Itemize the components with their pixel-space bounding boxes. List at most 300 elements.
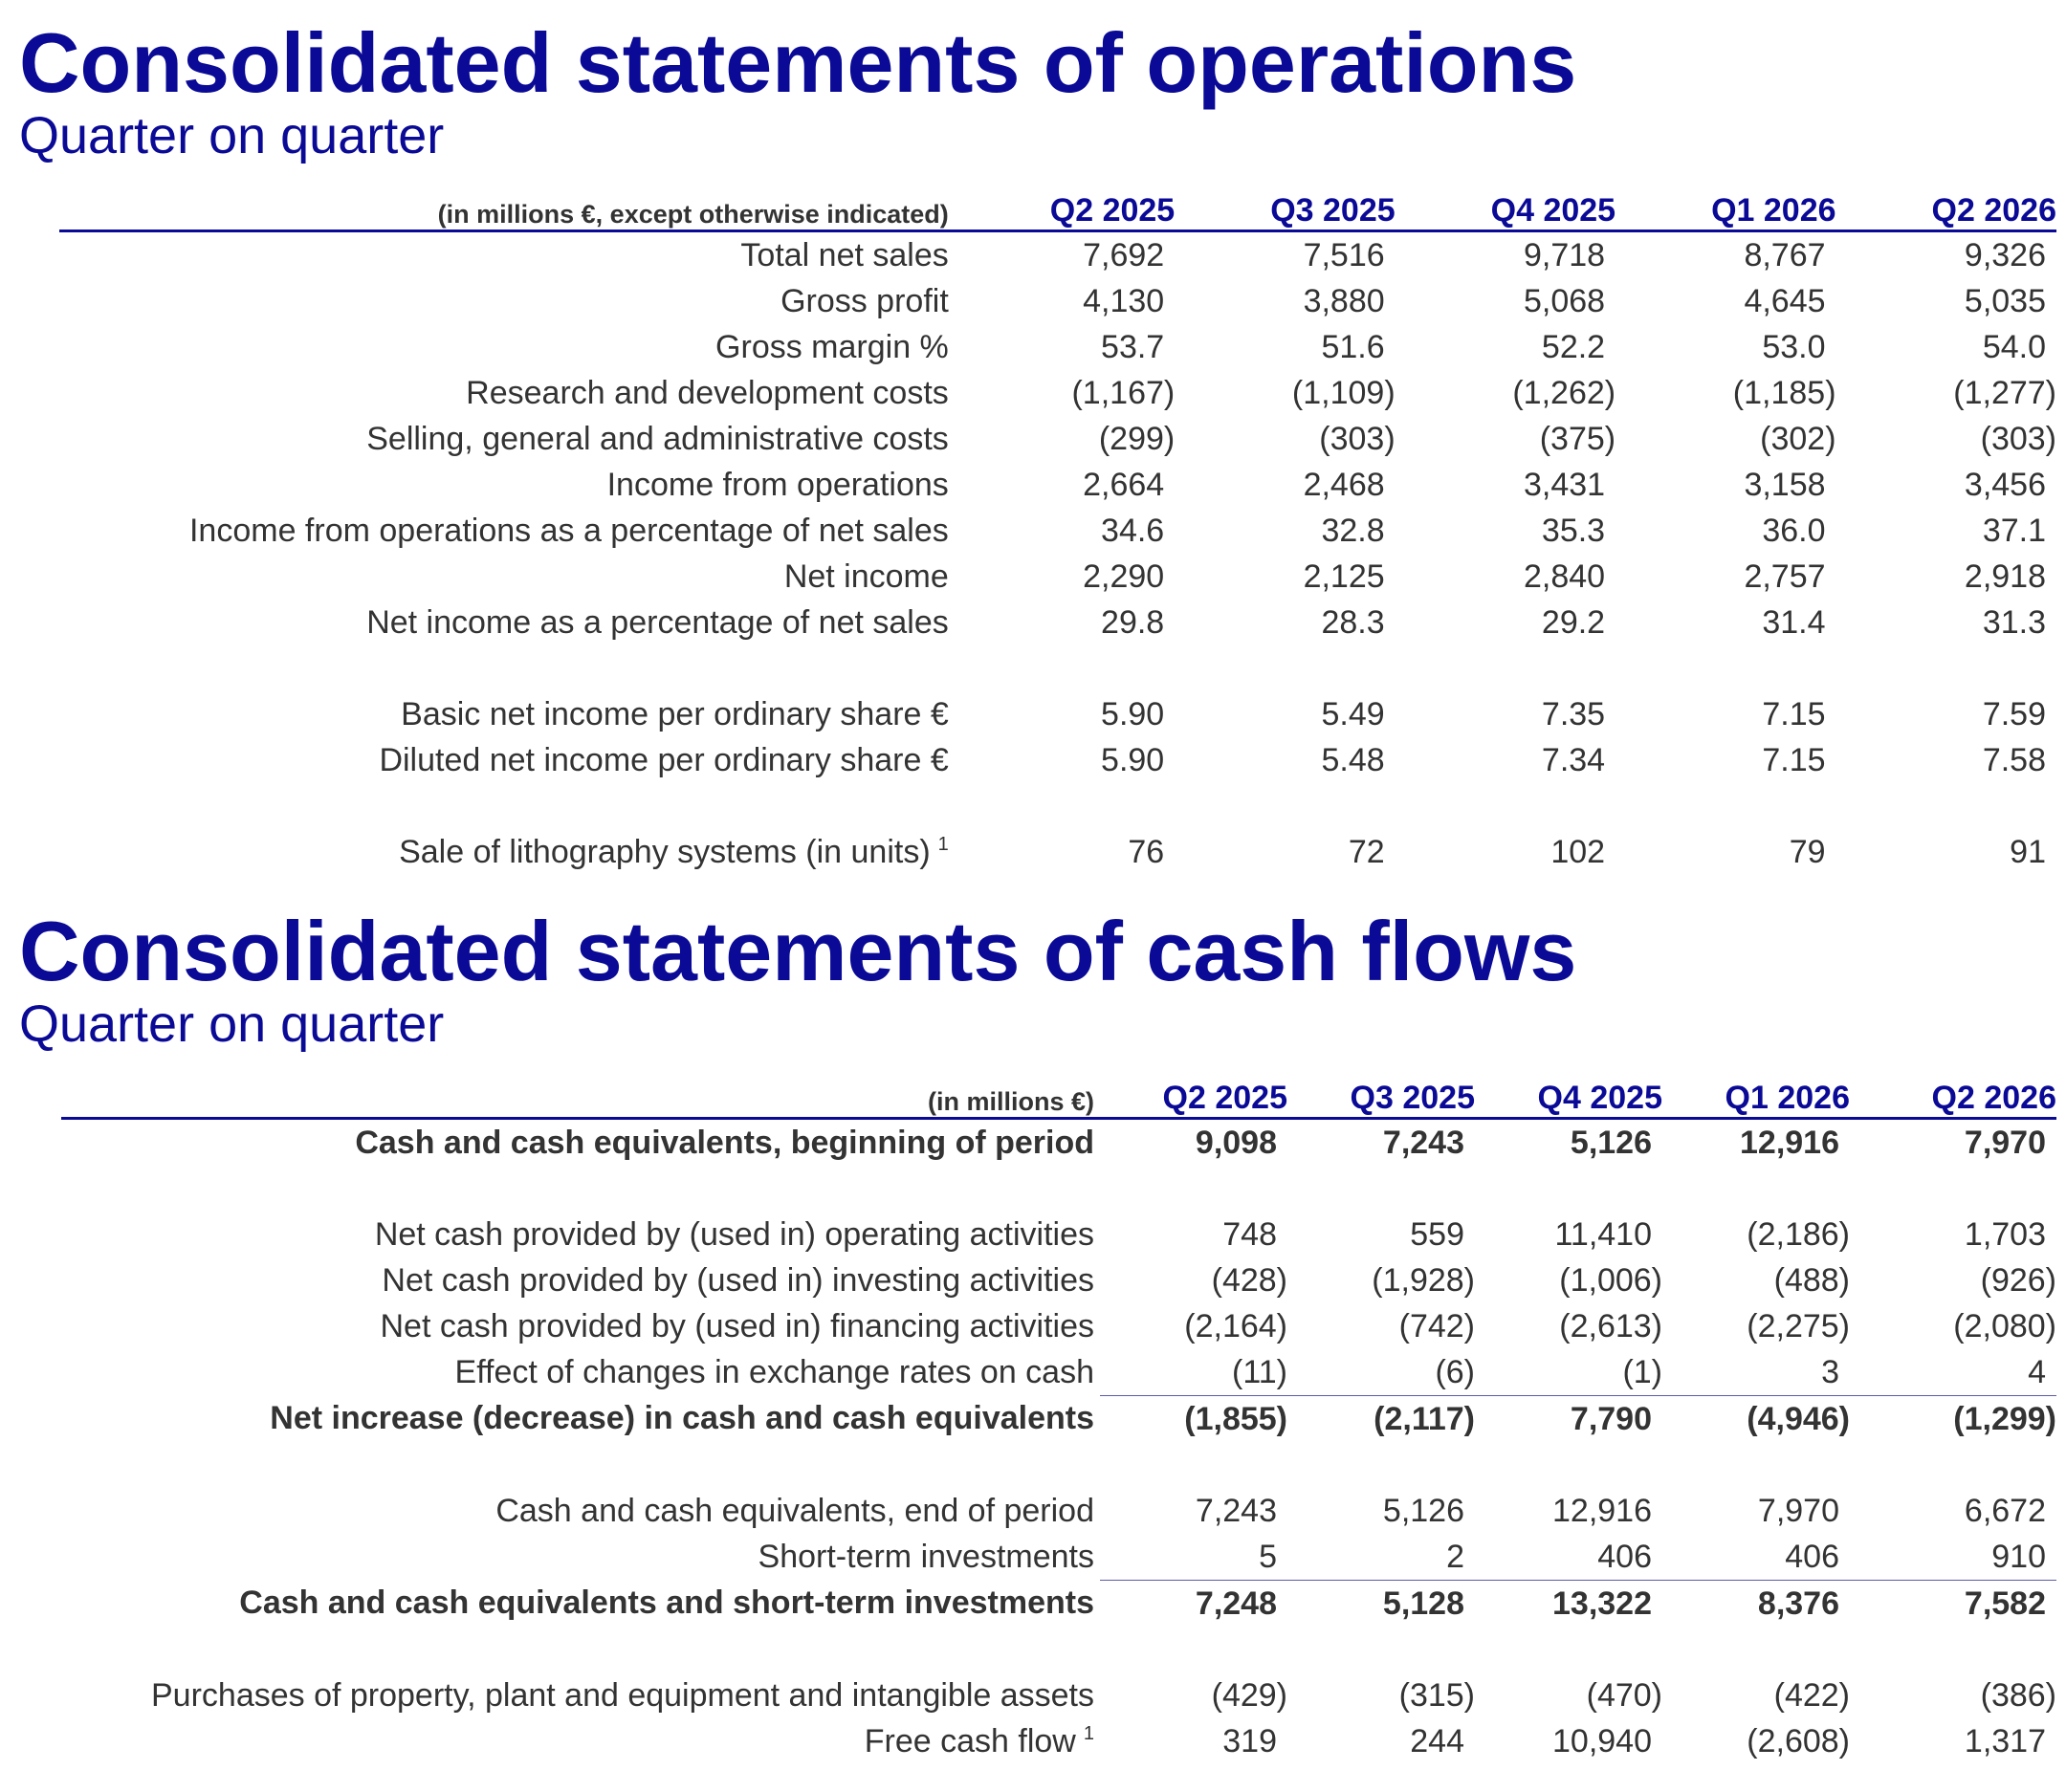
cell-value xyxy=(1836,737,2056,783)
cell-value-text: 406 xyxy=(1597,1538,1652,1575)
cell-value-text: 7,243 xyxy=(1195,1492,1277,1529)
cell-value xyxy=(1662,1349,1850,1396)
cell-value-text: 406 xyxy=(1785,1538,1839,1575)
table-row xyxy=(59,416,2056,462)
cell-value-text: (1,167) xyxy=(1071,374,1176,411)
cell-value-text: (299) xyxy=(1098,420,1176,457)
operations-subtitle: Quarter on quarter xyxy=(19,107,445,164)
cell-value xyxy=(1100,1303,1287,1349)
cell-value-text: (386) xyxy=(1980,1676,2056,1714)
cell-value xyxy=(1662,1212,1850,1257)
cell-value xyxy=(1287,1534,1475,1581)
cell-value xyxy=(1850,1534,2056,1581)
cash-flows-header-row xyxy=(61,1071,2056,1119)
spacer-row xyxy=(61,1166,2056,1212)
row-label xyxy=(61,1303,1100,1349)
row-label xyxy=(61,1534,1100,1581)
table-row xyxy=(61,1581,2056,1628)
cell-value-text: (1,262) xyxy=(1512,374,1616,411)
cell-value-text: 2,290 xyxy=(1083,557,1165,595)
cell-value xyxy=(1836,231,2056,279)
row-label-text: Cash and cash equivalents, beginning of period xyxy=(355,1124,1094,1161)
cell-value xyxy=(1475,1581,1662,1628)
row-label xyxy=(59,691,955,737)
cell-value xyxy=(1175,370,1395,416)
cell-value xyxy=(1615,278,1835,324)
cell-value xyxy=(1396,324,1615,370)
cell-value xyxy=(1175,691,1395,737)
cell-value-text: 34.6 xyxy=(1101,512,1165,549)
cell-value-text: 53.7 xyxy=(1101,328,1165,365)
row-label-text: Income from operations as a percentage of net sales xyxy=(188,512,949,549)
cell-value xyxy=(1287,1212,1475,1257)
cell-value xyxy=(1100,1349,1287,1396)
row-label-text: Net cash provided by (used in) investing activities xyxy=(382,1261,1094,1299)
cell-value xyxy=(1175,462,1395,508)
cell-value xyxy=(1396,691,1615,737)
row-label-text: Net cash provided by (used in) operating activities xyxy=(374,1215,1094,1253)
cell-value-text: (428) xyxy=(1211,1261,1287,1299)
cell-value-text: 3,456 xyxy=(1964,466,2046,503)
cell-value-text: 11,410 xyxy=(1554,1215,1652,1253)
spacer-row xyxy=(61,1442,2056,1488)
row-label-text: Total net sales xyxy=(740,236,949,273)
cell-value-text: 29.8 xyxy=(1101,603,1165,641)
cell-value xyxy=(1287,1672,1475,1718)
cell-value-text: 7.35 xyxy=(1541,695,1606,732)
cell-value xyxy=(1175,829,1395,875)
cell-value xyxy=(955,231,1175,279)
cell-value xyxy=(1475,1119,1662,1167)
cell-value-text: 559 xyxy=(1410,1215,1464,1253)
cell-value xyxy=(1175,600,1395,645)
cell-value xyxy=(1850,1718,2056,1764)
cell-value xyxy=(1287,1581,1475,1628)
cell-value xyxy=(1100,1212,1287,1257)
cell-value xyxy=(955,737,1175,783)
cell-value xyxy=(1396,600,1615,645)
cell-value-text: 7,582 xyxy=(1964,1584,2046,1622)
row-label-text: Cash and cash equivalents, end of period xyxy=(495,1492,1094,1529)
row-label-text: Short-term investments xyxy=(758,1538,1094,1575)
cell-value-text: 2,125 xyxy=(1303,557,1385,595)
table-row xyxy=(61,1396,2056,1443)
operations-table xyxy=(59,184,2056,875)
cell-value xyxy=(1475,1349,1662,1396)
cell-value xyxy=(1850,1672,2056,1718)
cell-value-text: 4 xyxy=(2028,1353,2046,1390)
row-label xyxy=(59,416,955,462)
spacer-row xyxy=(61,1627,2056,1672)
cell-value xyxy=(1836,370,2056,416)
cell-value-text: 37.1 xyxy=(1982,512,2046,549)
operations-column-header: Q2 2026 xyxy=(1836,184,2056,231)
table-row xyxy=(61,1349,2056,1396)
cell-value-text: 31.3 xyxy=(1982,603,2046,641)
cell-value-text: 7,790 xyxy=(1570,1400,1652,1437)
row-label xyxy=(59,737,955,783)
cell-value-text: 7,970 xyxy=(1757,1492,1839,1529)
cell-value xyxy=(1836,554,2056,600)
row-label xyxy=(61,1488,1100,1534)
cell-value-text: 4,645 xyxy=(1744,282,1826,319)
cell-value-text: (4,946) xyxy=(1747,1400,1850,1437)
operations-column-header: Q2 2025 xyxy=(955,184,1175,231)
row-label-text: Diluted net income per ordinary share € xyxy=(379,741,949,778)
cell-value xyxy=(1615,462,1835,508)
cell-value xyxy=(1615,416,1835,462)
cell-value-text: 7,692 xyxy=(1083,236,1165,273)
cell-value-text: (1,928) xyxy=(1372,1261,1475,1299)
cell-value-text: 5.90 xyxy=(1101,695,1165,732)
row-label xyxy=(59,462,955,508)
cell-value xyxy=(955,370,1175,416)
cell-value-text: (1,855) xyxy=(1184,1400,1287,1437)
cell-value xyxy=(955,462,1175,508)
cell-value-text: (429) xyxy=(1211,1676,1287,1714)
row-label-text: Net cash provided by (used in) financing activities xyxy=(380,1307,1094,1344)
cell-value-text: 1,703 xyxy=(1964,1215,2046,1253)
table-row xyxy=(61,1303,2056,1349)
cell-value-text: (1,109) xyxy=(1291,374,1396,411)
cell-value xyxy=(1475,1718,1662,1764)
cell-value-text: 1,317 xyxy=(1964,1722,2046,1759)
cell-value-text: 72 xyxy=(1348,833,1385,870)
cell-value xyxy=(1662,1119,1850,1167)
cash-flows-column-header: Q1 2026 xyxy=(1662,1071,1850,1119)
cell-value xyxy=(1396,554,1615,600)
cell-value-text: 79 xyxy=(1789,833,1826,870)
cell-value xyxy=(1615,554,1835,600)
table-row xyxy=(59,324,2056,370)
cell-value xyxy=(1100,1257,1287,1303)
row-label-text: Sale of lithography systems (in units) xyxy=(399,833,931,870)
cell-value-text: (11) xyxy=(1232,1353,1287,1390)
cell-value-text: 5.90 xyxy=(1101,741,1165,778)
cell-value-text: 2,757 xyxy=(1744,557,1826,595)
cell-value xyxy=(1175,231,1395,279)
cell-value-text: 9,718 xyxy=(1524,236,1606,273)
cell-value-text: 9,098 xyxy=(1195,1124,1277,1161)
cell-value xyxy=(1836,600,2056,645)
operations-column-header: Q1 2026 xyxy=(1615,184,1835,231)
cell-value-text: 102 xyxy=(1550,833,1606,870)
row-label xyxy=(59,554,955,600)
cell-value-text: 7,970 xyxy=(1964,1124,2046,1161)
cell-value xyxy=(1396,462,1615,508)
cell-value xyxy=(1850,1396,2056,1443)
cell-value xyxy=(1662,1257,1850,1303)
cell-value xyxy=(955,508,1175,554)
cell-value-text: 5 xyxy=(1259,1538,1277,1575)
cell-value xyxy=(1287,1718,1475,1764)
cell-value xyxy=(1850,1488,2056,1534)
cell-value-text: 29.2 xyxy=(1541,603,1606,641)
table-row xyxy=(59,554,2056,600)
cash-flows-column-header: Q3 2025 xyxy=(1287,1071,1475,1119)
row-label xyxy=(59,370,955,416)
cell-value xyxy=(1287,1119,1475,1167)
cell-value-text: 91 xyxy=(2010,833,2046,870)
row-label xyxy=(59,231,955,279)
row-label-text: Effect of changes in exchange rates on cash xyxy=(454,1353,1094,1390)
footnote-marker: 1 xyxy=(937,834,949,856)
cell-value xyxy=(1662,1534,1850,1581)
cell-value xyxy=(1287,1396,1475,1443)
row-label xyxy=(59,508,955,554)
cell-value-text: 910 xyxy=(1991,1538,2046,1575)
cell-value-text: (2,080) xyxy=(1953,1307,2056,1344)
spacer-row xyxy=(59,783,2056,829)
cell-value xyxy=(1850,1257,2056,1303)
cell-value-text: 51.6 xyxy=(1321,328,1385,365)
row-label-text: Research and development costs xyxy=(466,374,949,411)
cell-value xyxy=(1396,370,1615,416)
cell-value-text: 3,880 xyxy=(1303,282,1385,319)
row-label xyxy=(59,600,955,645)
cell-value-text: 52.2 xyxy=(1541,328,1606,365)
cell-value-text: (1) xyxy=(1622,1353,1662,1390)
row-label xyxy=(59,324,955,370)
cell-value-text: (302) xyxy=(1760,420,1836,457)
cell-value xyxy=(1850,1212,2056,1257)
cell-value xyxy=(1662,1672,1850,1718)
cash-flows-column-header: Q4 2025 xyxy=(1475,1071,1662,1119)
cell-value xyxy=(1100,1672,1287,1718)
cell-value xyxy=(1836,462,2056,508)
cell-value xyxy=(1836,324,2056,370)
cell-value-text: (488) xyxy=(1773,1261,1850,1299)
cash-flows-column-header: Q2 2026 xyxy=(1850,1071,2056,1119)
row-label xyxy=(61,1257,1100,1303)
cell-value xyxy=(1850,1349,2056,1396)
cell-value xyxy=(1287,1257,1475,1303)
cell-value-text: 5,128 xyxy=(1382,1584,1464,1622)
cell-value xyxy=(1662,1581,1850,1628)
row-label-text: Net income as a percentage of net sales xyxy=(366,603,949,641)
cell-value xyxy=(1836,691,2056,737)
cell-value xyxy=(1287,1488,1475,1534)
cell-value xyxy=(1850,1119,2056,1167)
cell-value-text: (470) xyxy=(1586,1676,1662,1714)
cell-value xyxy=(1396,278,1615,324)
cell-value-text: 13,322 xyxy=(1552,1584,1652,1622)
operations-unit-label: (in millions €, except otherwise indicated) xyxy=(59,184,955,231)
cell-value-text: (1,006) xyxy=(1559,1261,1662,1299)
cell-value xyxy=(1662,1396,1850,1443)
cell-value xyxy=(1836,416,2056,462)
cell-value xyxy=(1475,1396,1662,1443)
cash-flows-column-header: Q2 2025 xyxy=(1100,1071,1287,1119)
cash-flows-table xyxy=(61,1071,2056,1764)
table-row xyxy=(59,278,2056,324)
cell-value-text: (1,185) xyxy=(1732,374,1836,411)
cell-value xyxy=(1475,1257,1662,1303)
cell-value-text: 2,468 xyxy=(1303,466,1385,503)
row-label xyxy=(59,829,955,875)
cell-value-text: 8,376 xyxy=(1757,1584,1839,1622)
cell-value xyxy=(1475,1672,1662,1718)
cell-value xyxy=(1396,416,1615,462)
cell-value xyxy=(1287,1303,1475,1349)
row-label xyxy=(61,1672,1100,1718)
cell-value xyxy=(1396,737,1615,783)
cell-value xyxy=(955,554,1175,600)
cell-value-text: (422) xyxy=(1773,1676,1850,1714)
cell-value-text: 54.0 xyxy=(1982,328,2046,365)
cell-value-text: (742) xyxy=(1398,1307,1475,1344)
footnote-marker: 1 xyxy=(1083,1723,1094,1745)
cell-value-text: 5.49 xyxy=(1321,695,1385,732)
operations-table-body xyxy=(59,231,2056,876)
row-label-text: Income from operations xyxy=(606,466,949,503)
cash-flows-subtitle: Quarter on quarter xyxy=(19,995,445,1053)
table-row xyxy=(61,1119,2056,1167)
cell-value xyxy=(1615,324,1835,370)
cell-value-text: 7,243 xyxy=(1382,1124,1464,1161)
row-label-text: Selling, general and administrative costs xyxy=(366,420,949,457)
row-label-text: Basic net income per ordinary share € xyxy=(401,695,949,732)
cell-value xyxy=(955,324,1175,370)
row-label xyxy=(61,1581,1100,1628)
cell-value-text: (2,608) xyxy=(1747,1722,1850,1759)
cell-value-text: (315) xyxy=(1398,1676,1475,1714)
cell-value xyxy=(1836,508,2056,554)
cash-flows-unit-label: (in millions €) xyxy=(61,1071,1100,1119)
table-row xyxy=(59,829,2056,875)
cell-value xyxy=(1615,829,1835,875)
cell-value xyxy=(955,416,1175,462)
table-row xyxy=(61,1534,2056,1581)
table-row xyxy=(61,1718,2056,1764)
cell-value xyxy=(1396,829,1615,875)
cell-value-text: (1,277) xyxy=(1953,374,2056,411)
cell-value-text: (2,117) xyxy=(1374,1400,1475,1437)
cell-value-text: 7,516 xyxy=(1303,236,1385,273)
table-row xyxy=(61,1212,2056,1257)
cell-value xyxy=(1175,508,1395,554)
cell-value xyxy=(1100,1534,1287,1581)
cell-value-text: 3,158 xyxy=(1744,466,1826,503)
cell-value-text: 5,035 xyxy=(1964,282,2046,319)
row-label-text: Net income xyxy=(783,557,949,595)
cell-value-text: (303) xyxy=(1319,420,1396,457)
cell-value-text: (6) xyxy=(1435,1353,1475,1390)
cell-value-text: 5,068 xyxy=(1524,282,1606,319)
operations-header-row xyxy=(59,184,2056,231)
cell-value xyxy=(1850,1581,2056,1628)
table-row xyxy=(59,600,2056,645)
cell-value xyxy=(1100,1119,1287,1167)
cell-value-text: (1,299) xyxy=(1953,1400,2056,1437)
cell-value-text: 8,767 xyxy=(1744,236,1826,273)
cell-value-text: 6,672 xyxy=(1964,1492,2046,1529)
row-label-text: Cash and cash equivalents and short-term investments xyxy=(239,1584,1094,1622)
cell-value-text: (375) xyxy=(1539,420,1616,457)
table-row xyxy=(59,370,2056,416)
cell-value-text: 28.3 xyxy=(1321,603,1385,641)
cell-value xyxy=(1475,1534,1662,1581)
cell-value xyxy=(955,278,1175,324)
operations-column-header: Q4 2025 xyxy=(1396,184,1615,231)
cell-value-text: 4,130 xyxy=(1083,282,1165,319)
cell-value-text: 7.34 xyxy=(1541,741,1606,778)
row-label-text: Free cash flow xyxy=(864,1722,1076,1759)
cell-value xyxy=(1662,1303,1850,1349)
cell-value-text: 7.15 xyxy=(1762,695,1826,732)
cell-value xyxy=(1475,1488,1662,1534)
table-row xyxy=(59,737,2056,783)
cell-value xyxy=(1175,554,1395,600)
row-label xyxy=(61,1212,1100,1257)
cell-value xyxy=(1175,737,1395,783)
cell-value-text: 7.59 xyxy=(1982,695,2046,732)
cell-value xyxy=(955,600,1175,645)
cell-value-text: 9,326 xyxy=(1964,236,2046,273)
cell-value-text: 3 xyxy=(1821,1353,1839,1390)
cash-flows-table-body xyxy=(61,1119,2056,1765)
cell-value xyxy=(1100,1581,1287,1628)
cell-value xyxy=(1615,691,1835,737)
cell-value-text: 31.4 xyxy=(1762,603,1826,641)
cell-value-text: 7,248 xyxy=(1195,1584,1277,1622)
cell-value-text: 5.48 xyxy=(1321,741,1385,778)
cell-value-text: 7.15 xyxy=(1762,741,1826,778)
cell-value-text: 2,918 xyxy=(1964,557,2046,595)
cell-value-text: (303) xyxy=(1980,420,2056,457)
row-label xyxy=(61,1119,1100,1167)
cell-value-text: 12,916 xyxy=(1740,1124,1839,1161)
table-row xyxy=(59,462,2056,508)
row-label xyxy=(61,1718,1100,1764)
cell-value-text: 76 xyxy=(1128,833,1165,870)
cell-value xyxy=(1615,231,1835,279)
cell-value-text: 5,126 xyxy=(1382,1492,1464,1529)
cell-value xyxy=(1836,829,2056,875)
cell-value-text: (2,164) xyxy=(1184,1307,1287,1344)
row-label xyxy=(61,1349,1100,1396)
cell-value-text: (2,613) xyxy=(1559,1307,1662,1344)
table-row xyxy=(59,231,2056,279)
cell-value xyxy=(1100,1718,1287,1764)
operations-column-header: Q3 2025 xyxy=(1175,184,1395,231)
cell-value xyxy=(1396,508,1615,554)
cell-value xyxy=(1396,231,1615,279)
cell-value xyxy=(1615,737,1835,783)
cell-value-text: 748 xyxy=(1222,1215,1277,1253)
cell-value-text: 35.3 xyxy=(1541,512,1606,549)
cell-value xyxy=(1100,1396,1287,1443)
row-label-text: Net increase (decrease) in cash and cash equivalents xyxy=(270,1400,1094,1437)
cell-value-text: (926) xyxy=(1980,1261,2056,1299)
cell-value-text: 3,431 xyxy=(1524,466,1606,503)
cell-value-text: 2,664 xyxy=(1083,466,1165,503)
row-label xyxy=(59,278,955,324)
table-row xyxy=(59,508,2056,554)
cell-value xyxy=(955,829,1175,875)
cell-value-text: 12,916 xyxy=(1552,1492,1652,1529)
cell-value-text: 5,126 xyxy=(1570,1124,1652,1161)
cell-value xyxy=(955,691,1175,737)
table-row xyxy=(59,691,2056,737)
cell-value-text: 10,940 xyxy=(1552,1722,1652,1759)
cell-value-text: (2,186) xyxy=(1747,1215,1850,1253)
row-label-text: Gross margin % xyxy=(715,328,949,365)
cell-value-text: 244 xyxy=(1410,1722,1464,1759)
table-row xyxy=(61,1488,2056,1534)
cell-value-text: 319 xyxy=(1222,1722,1277,1759)
cell-value xyxy=(1615,370,1835,416)
